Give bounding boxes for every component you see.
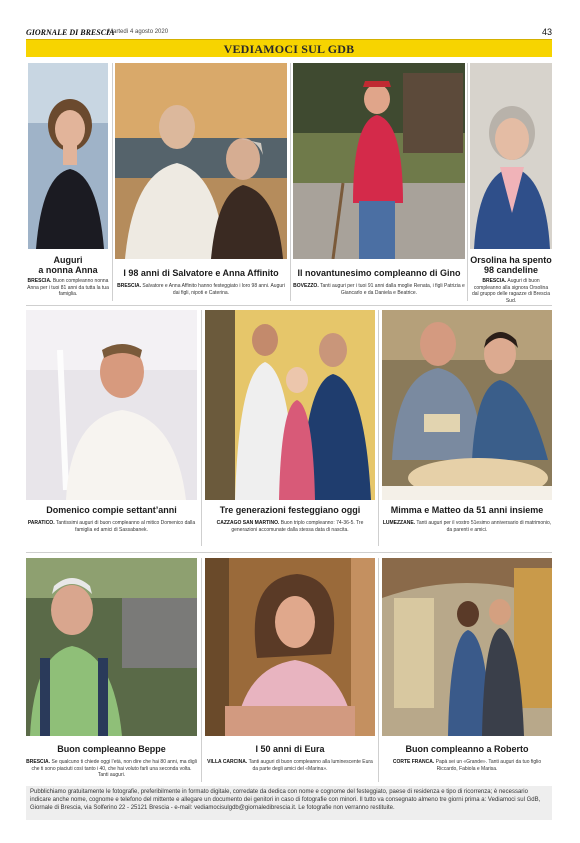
card-place: BRESCIA.	[27, 278, 52, 284]
card-text	[26, 520, 197, 533]
card-dedication: Papà sei un «Grande». Tanti auguri da tuo figlio Riccardo, Fabiola e Marisa.	[435, 759, 542, 772]
card-dedication: Se qualcuno ti chiede oggi l’età, non dire che hai 80 anni, ma digli che ti sono piaciuti così tanto i 40, che hai voluto farli una seconda volta. Tanti auguri.	[31, 759, 197, 778]
column-divider	[112, 63, 113, 301]
column-divider	[378, 558, 379, 782]
card-place: BRESCIA.	[482, 278, 507, 284]
card-place: BRESCIA.	[26, 759, 51, 765]
photo	[26, 310, 197, 500]
column-divider	[201, 310, 202, 546]
card-salvatore-anna	[115, 63, 287, 303]
card-text	[470, 278, 552, 304]
photo	[205, 310, 375, 500]
card-dedication: Buon compleanno nonna Anna per i tuoi 81 anni da tutta la tua famiglia.	[27, 278, 109, 297]
card-text	[115, 283, 287, 296]
photo	[470, 63, 552, 249]
card-title: I 50 anni di Eura	[255, 744, 325, 754]
photo	[293, 63, 465, 259]
card-place: LUMEZZANE.	[382, 520, 416, 526]
card-roberto	[382, 558, 552, 784]
card-mimma-matteo	[382, 310, 552, 548]
row-divider	[26, 552, 552, 553]
submission-info: Pubblichiamo gratuitamente le fotografie, preferibilmente in formato digitale, corredate da dedica con nome e cognome del festeggiato, paese di residenza e tipo di ricorrenza; è necessario indicare anche nome, cognome e telefono del mittente e allegare un documento dei genitori in caso di fotografie con minori. Il tutto va consegnato almeno tre giorni prima a: Vediamoci sul GdB, Giornale di Brescia, via Solferino 22 - 25121 Brescia - e-mail: vediamocisulgdb@giornaledibrescia.it. Le fotografie non verranno restituite.	[26, 786, 552, 820]
card-text	[26, 278, 110, 298]
row-divider	[26, 305, 552, 306]
card-place: PARATICO.	[27, 520, 55, 526]
card-domenico	[26, 310, 197, 548]
photo	[26, 558, 197, 736]
card-text	[382, 520, 552, 533]
card-dedication: Salvatore e Anna Affinito hanno festeggiato i loro 98 anni. Auguri dai figli, nipoti e Caterina.	[142, 283, 285, 296]
card-dedication: Tanti auguri per i tuoi 91 anni dalla moglie Renata, i figli Patrizia e Giancarlo e da Daniela e Beatrice.	[320, 283, 465, 296]
card-place: BRESCIA.	[117, 283, 141, 289]
card-title: Tre generazioni festeggiano oggi	[219, 505, 361, 515]
card-title: Il novantunesimo compleanno di Gino	[297, 268, 461, 278]
photo	[115, 63, 287, 259]
card-title: I 98 anni di Salvatore e Anna Affinito	[123, 268, 279, 278]
card-title: Domenico compie settant’anni	[46, 505, 177, 515]
card-title: Orsolina ha spento 98 candeline	[470, 255, 552, 275]
card-gino	[293, 63, 465, 303]
card-dedication: Buon triplo compleanno: 74-36-5. Tre generazioni accomunate dalla stessa data di nascita.	[231, 520, 364, 533]
card-title: Auguri a nonna Anna	[38, 255, 98, 275]
column-divider	[201, 558, 202, 782]
card-text	[26, 759, 197, 779]
card-text	[293, 283, 465, 296]
card-orsolina	[470, 63, 552, 303]
photo	[205, 558, 375, 736]
photo	[382, 558, 552, 736]
section-banner	[26, 40, 552, 57]
card-dedication: Tantissimi auguri di buon compleanno al mitico Domenico dalla famiglia ed amici di Sassabanek.	[55, 520, 196, 533]
card-place: VILLA CARCINA.	[207, 759, 248, 765]
publication-name: GIORNALE DI BRESCIA	[26, 28, 115, 37]
issue-date: Martedì 4 agosto 2020	[108, 29, 169, 35]
card-beppe	[26, 558, 197, 784]
card-dedication: Tanti auguri di buon compleanno alla luminescente Eura da parte degli amici del «Marina».	[248, 759, 373, 772]
card-dedication: Tanti auguri per il vostro 51esimo anniversario di matrimonio, da parenti e amici.	[416, 520, 552, 533]
column-divider	[378, 310, 379, 546]
card-place: CAZZAGO SAN MARTINO.	[216, 520, 280, 526]
card-text	[205, 520, 375, 533]
card-dedication: Auguri di buon compleanno alla signora Orsolina dal gruppo delle ragazze di Brescia Sud.	[471, 278, 551, 304]
photo	[382, 310, 552, 500]
page-number: 43	[541, 27, 552, 37]
card-text	[382, 759, 552, 772]
card-place: CORTE FRANCA.	[392, 759, 435, 765]
card-text	[205, 759, 375, 772]
card-auguri-anna	[26, 63, 110, 303]
photo	[28, 63, 108, 249]
card-tre-generazioni	[205, 310, 375, 548]
section-title: VEDIAMOCI SUL GDB	[223, 42, 355, 56]
column-divider	[290, 63, 291, 301]
card-eura	[205, 558, 375, 784]
column-divider	[467, 63, 468, 301]
card-place: BOVEZZO.	[293, 283, 319, 289]
card-title: Buon compleanno a Roberto	[405, 744, 529, 754]
card-title: Mimma e Matteo da 51 anni insieme	[390, 505, 544, 515]
card-title: Buon compleanno Beppe	[57, 744, 166, 754]
